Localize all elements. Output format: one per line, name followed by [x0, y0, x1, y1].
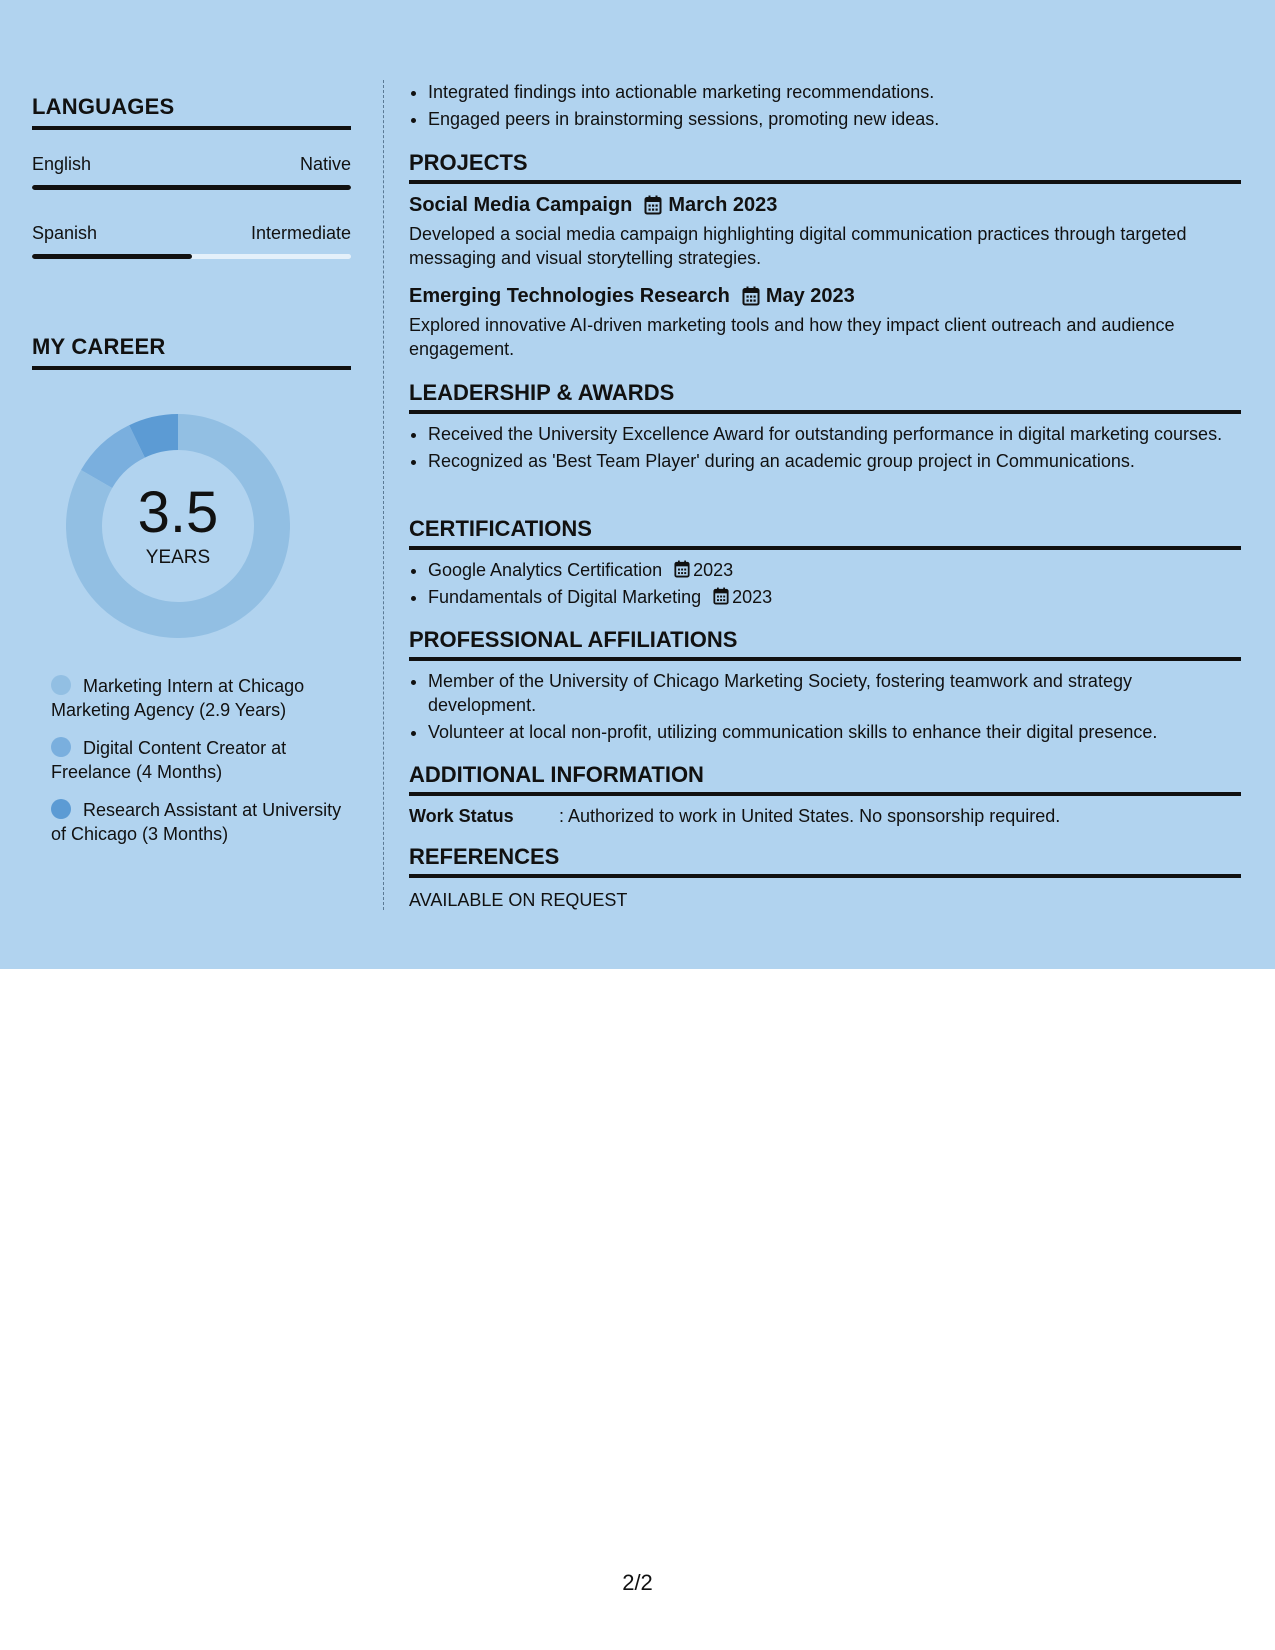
certifications-title: CERTIFICATIONS: [409, 516, 1241, 550]
career-section: [32, 334, 351, 370]
career-donut-chart: [66, 414, 290, 638]
language-proficiency-fill: [32, 254, 192, 259]
affiliations-title: PROFESSIONAL AFFILIATIONS: [409, 627, 1241, 661]
experience-bullet: • Integrated findings into actionable marketing recommendations.: [428, 80, 1260, 104]
legend-dot-icon: [51, 799, 71, 819]
certifications-section: [409, 516, 1241, 612]
references-section: [409, 844, 1241, 912]
leadership-item: • Recognized as 'Best Team Player' during an academic group project in Communications.: [428, 449, 1241, 473]
languages-title: LANGUAGES: [32, 94, 351, 130]
affiliation-item: • Volunteer at local non-profit, utilizing communication skills to enhance their digital presence.: [428, 720, 1241, 744]
project-description: Explored innovative AI-driven marketing tools and how they impact client outreach and audience engagement.: [409, 315, 1175, 359]
career-legend-item: Digital Content Creator at Freelance (4 Months): [51, 738, 287, 782]
affiliations-section: [409, 627, 1241, 747]
career-title: MY CAREER: [32, 334, 351, 370]
project-name: Social Media Campaign: [409, 194, 633, 216]
project-item: [409, 192, 1241, 270]
leadership-section: [409, 380, 1241, 476]
projects-title: PROJECTS: [409, 150, 1241, 184]
career-total-unit: YEARS: [145, 547, 211, 568]
column-divider: [383, 80, 384, 910]
leadership-item: • Received the University Excellence Award for outstanding performance in digital marketing courses.: [428, 422, 1241, 446]
references-title: REFERENCES: [409, 844, 1241, 878]
languages-section: [32, 94, 351, 130]
project-item: [409, 283, 1241, 361]
language-proficiency-bar: [32, 254, 351, 259]
career-legend-item: Marketing Intern at Chicago Marketing Agency (2.9 Years): [51, 676, 305, 720]
certification-item: • Fundamentals of Digital Marketing 2023: [428, 585, 1241, 609]
project-date: May 2023: [765, 285, 855, 307]
work-status-row: [409, 804, 1241, 828]
project-name: Emerging Technologies Research: [409, 285, 730, 307]
project-description: Developed a social media campaign highlighting digital communication practices through targeted messaging and visual storytelling strategies.: [409, 224, 1187, 268]
projects-section: [409, 150, 1241, 361]
legend-dot-icon: [51, 737, 71, 757]
page-number: 2/2: [622, 1570, 653, 1595]
leadership-title: LEADERSHIP & AWARDS: [409, 380, 1241, 414]
legend-dot-icon: [51, 675, 71, 695]
career-legend: [51, 674, 351, 860]
experience-bullets: [409, 80, 1260, 134]
work-status-label: Work Status: [409, 806, 514, 826]
references-value: AVAILABLE ON REQUEST: [409, 890, 628, 910]
calendar-icon: [644, 195, 662, 215]
language-level: Native: [299, 154, 351, 174]
calendar-icon: [674, 560, 690, 578]
language-proficiency-bar: [32, 185, 351, 190]
career-legend-item: Research Assistant at University of Chicago (3 Months): [51, 800, 342, 844]
language-english: [32, 152, 351, 190]
career-total-value: 3.5: [137, 480, 219, 545]
language-proficiency-fill: [32, 185, 351, 190]
additional-info-section: [409, 762, 1241, 828]
calendar-icon: [713, 587, 729, 605]
experience-bullet: • Engaged peers in brainstorming sessions, promoting new ideas.: [428, 107, 1260, 131]
calendar-icon: [742, 286, 760, 306]
language-level: Intermediate: [250, 223, 351, 243]
project-date: March 2023: [668, 194, 778, 216]
language-name: Spanish: [32, 223, 98, 243]
certification-item: • Google Analytics Certification 2023: [428, 558, 1241, 582]
additional-info-title: ADDITIONAL INFORMATION: [409, 762, 1241, 796]
affiliation-item: • Member of the University of Chicago Marketing Society, fostering teamwork and strategy development.: [428, 669, 1241, 717]
language-spanish: [32, 221, 351, 259]
work-status-value: : Authorized to work in United States. No sponsorship required.: [559, 806, 1061, 826]
language-name: English: [32, 154, 92, 174]
